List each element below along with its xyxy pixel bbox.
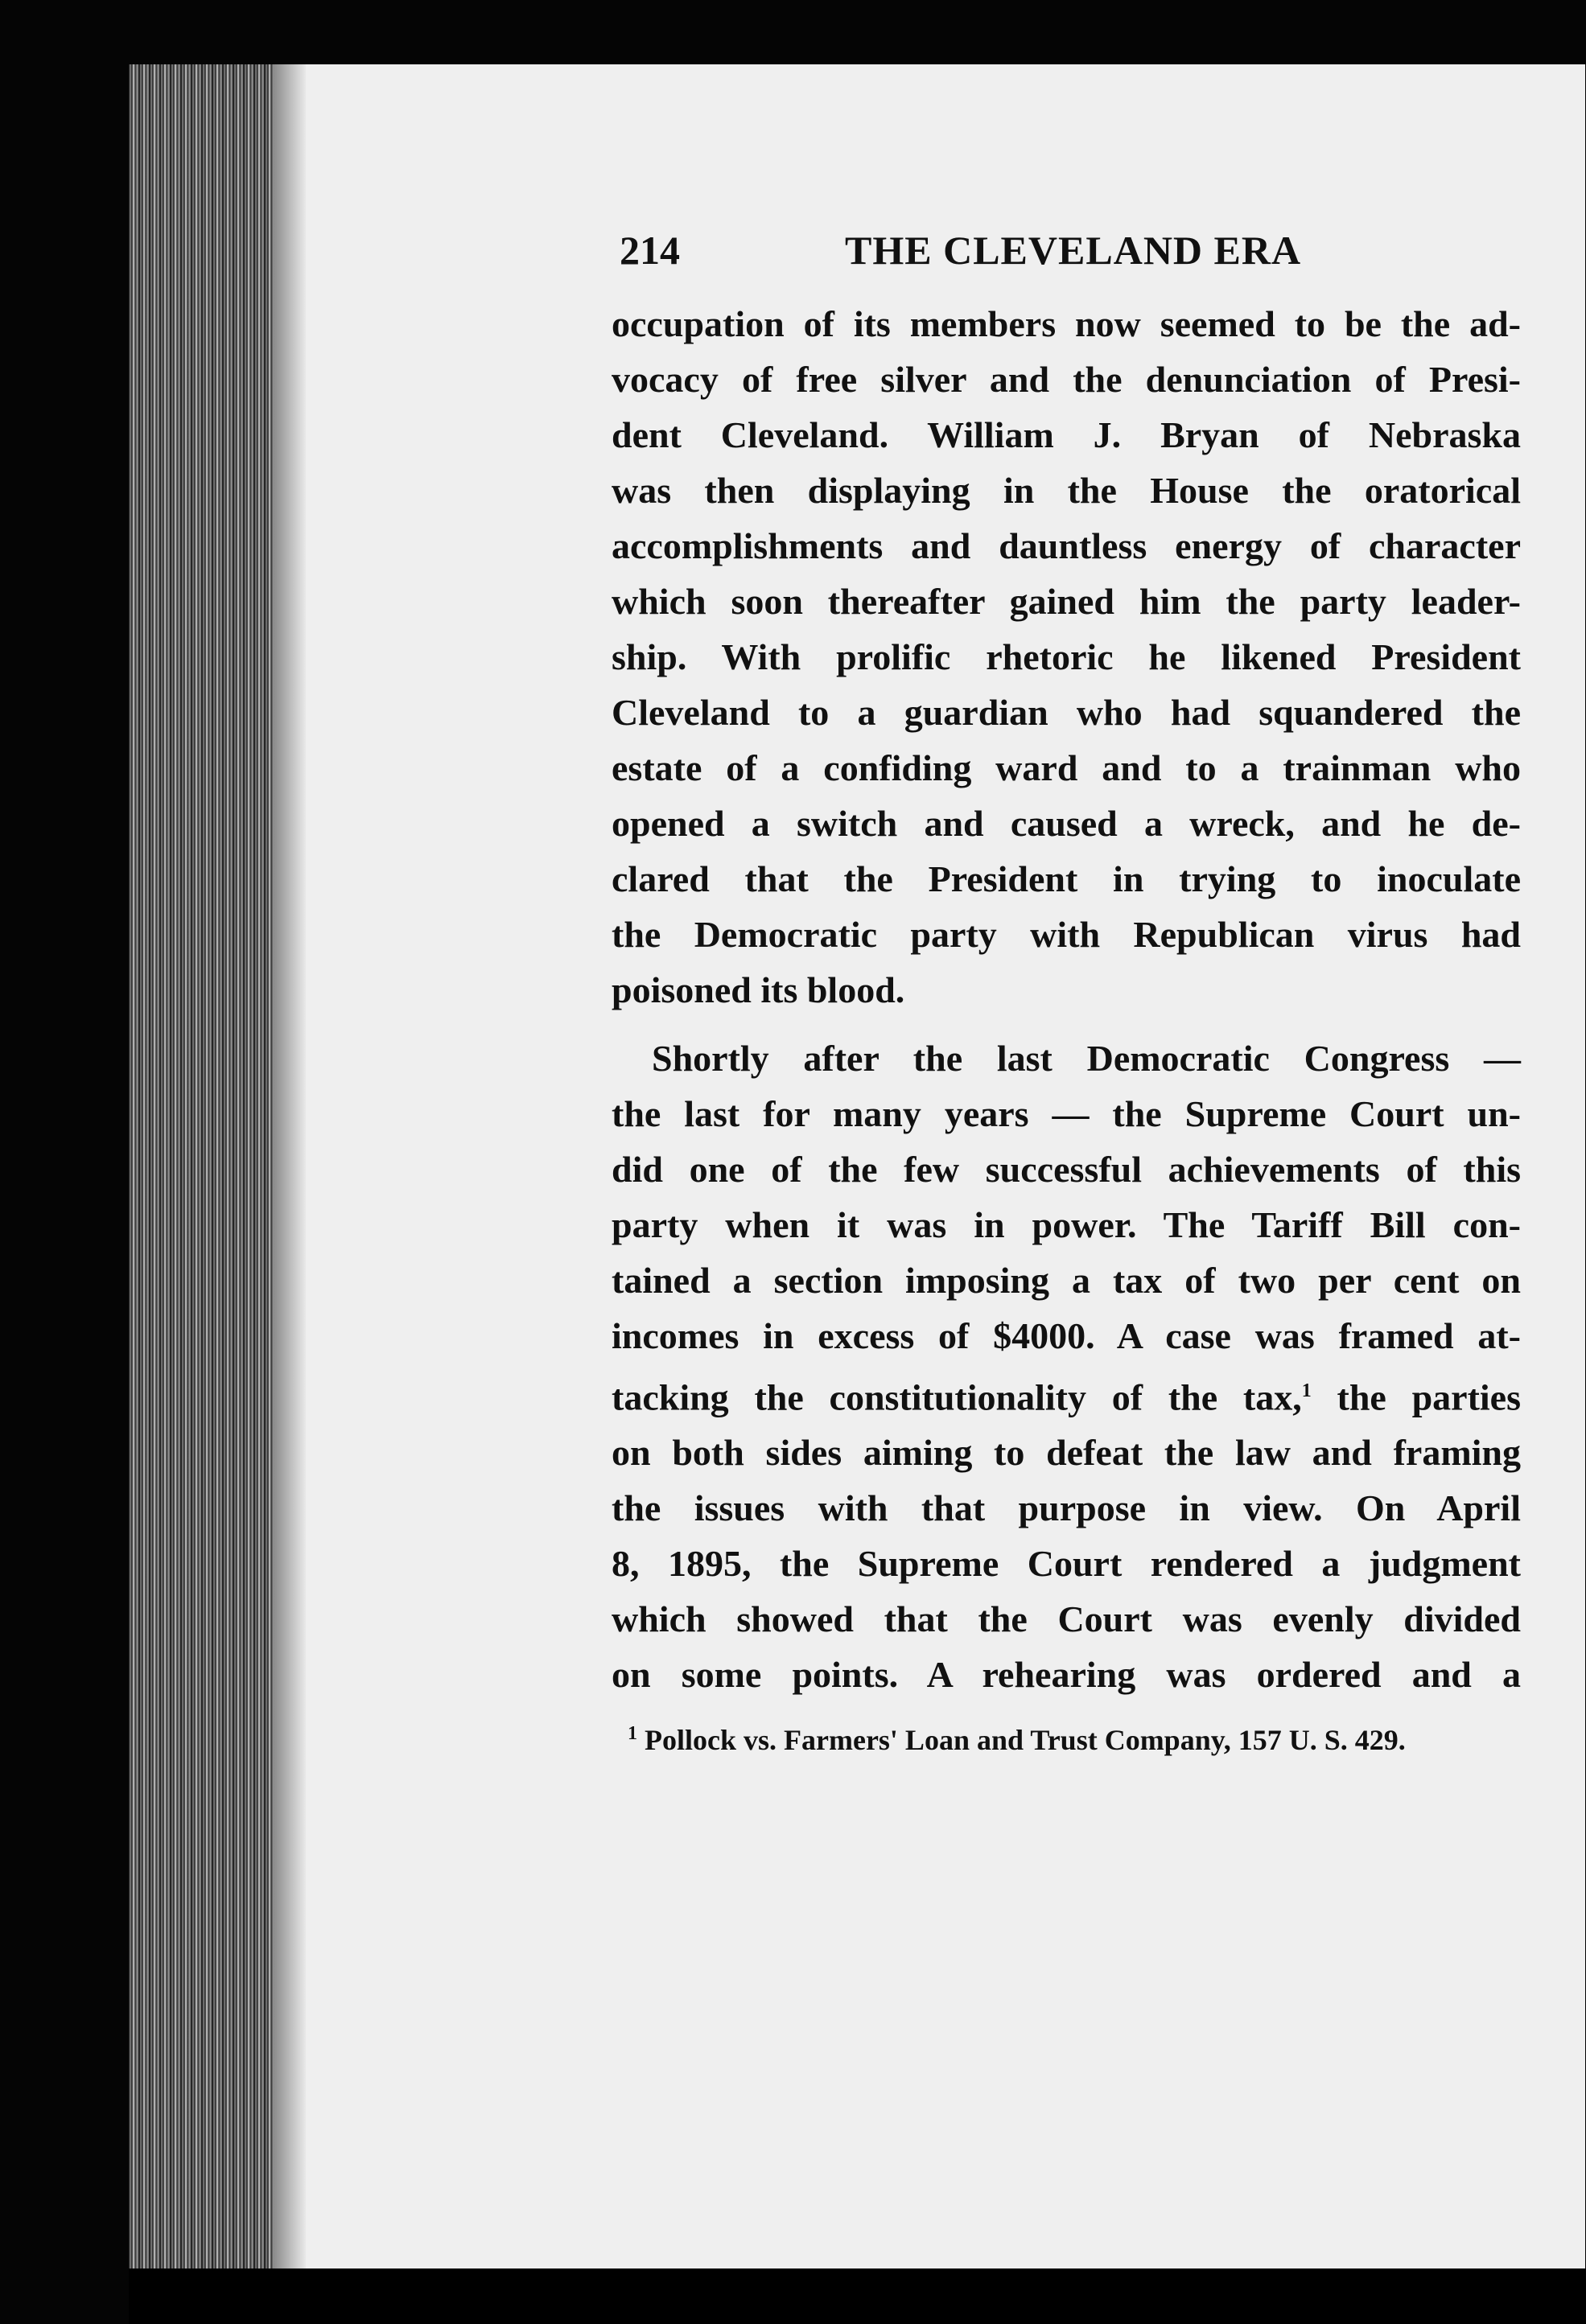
text-fragment: tacking the constitutionality of the tax, <box>612 1376 1302 1418</box>
text-line: which soon thereafter gained him the party leader- <box>612 581 1521 622</box>
text-line-with-footnote <box>612 1364 1521 1425</box>
page-header <box>620 227 1537 275</box>
text-line: poisoned its blood. <box>612 969 905 1010</box>
text-fragment: the parties <box>1337 1376 1521 1418</box>
footnote-ref: 1 <box>1301 1380 1312 1401</box>
text-line: Shortly after the last Democratic Congress — <box>652 1038 1521 1079</box>
text-line: the Democratic party with Republican virus had <box>612 914 1521 955</box>
text-line: Cleveland to a guardian who had squandered the <box>612 692 1521 733</box>
text-line: opened a switch and caused a wreck, and he de- <box>612 803 1521 844</box>
paragraph-2 <box>612 1030 1521 1702</box>
text-line: clared that the President in trying to inoculate <box>612 858 1521 899</box>
footnote <box>628 1723 1513 1757</box>
text-line: estate of a confiding ward and to a trainman who <box>612 747 1521 788</box>
body-text <box>612 296 1521 1702</box>
text-line: accomplishments and dauntless energy of character <box>612 525 1521 566</box>
text-line: was then displaying in the House the oratorical <box>612 470 1521 511</box>
text-line: on both sides aiming to defeat the law and framing <box>612 1432 1521 1474</box>
bottom-shadow <box>129 2268 1586 2324</box>
text-line: 8, 1895, the Supreme Court rendered a judgment <box>612 1543 1521 1585</box>
running-head: THE CLEVELAND ERA <box>845 228 1302 273</box>
text-line: the issues with that purpose in view. On April <box>612 1487 1521 1529</box>
page-gutter <box>274 64 306 2268</box>
page-number: 214 <box>620 228 680 273</box>
text-line: which showed that the Court was evenly divided <box>612 1598 1521 1640</box>
text-line: occupation of its members now seemed to be the ad- <box>612 303 1521 344</box>
text-line: the last for many years — the Supreme Court un- <box>612 1093 1521 1134</box>
footnote-marker: 1 <box>628 1723 637 1744</box>
text-line: incomes in excess of $4000. A case was framed at- <box>612 1315 1521 1356</box>
text-line: tained a section imposing a tax of two per cent on <box>612 1260 1521 1301</box>
text-line: on some points. A rehearing was ordered and a <box>612 1654 1521 1696</box>
text-line: party when it was in power. The Tariff Bill con- <box>612 1204 1521 1245</box>
footnote-text: Pollock vs. Farmers' Loan and Trust Company, 157 U. S. 429. <box>645 1724 1406 1756</box>
text-line: did one of the few successful achievements of this <box>612 1149 1521 1190</box>
text-line: vocacy of free silver and the denunciation of Presi- <box>612 359 1521 400</box>
paragraph-1 <box>612 296 1521 1018</box>
text-line: dent Cleveland. William J. Bryan of Nebraska <box>612 414 1521 455</box>
text-line: ship. With prolific rhetoric he likened President <box>612 636 1521 677</box>
